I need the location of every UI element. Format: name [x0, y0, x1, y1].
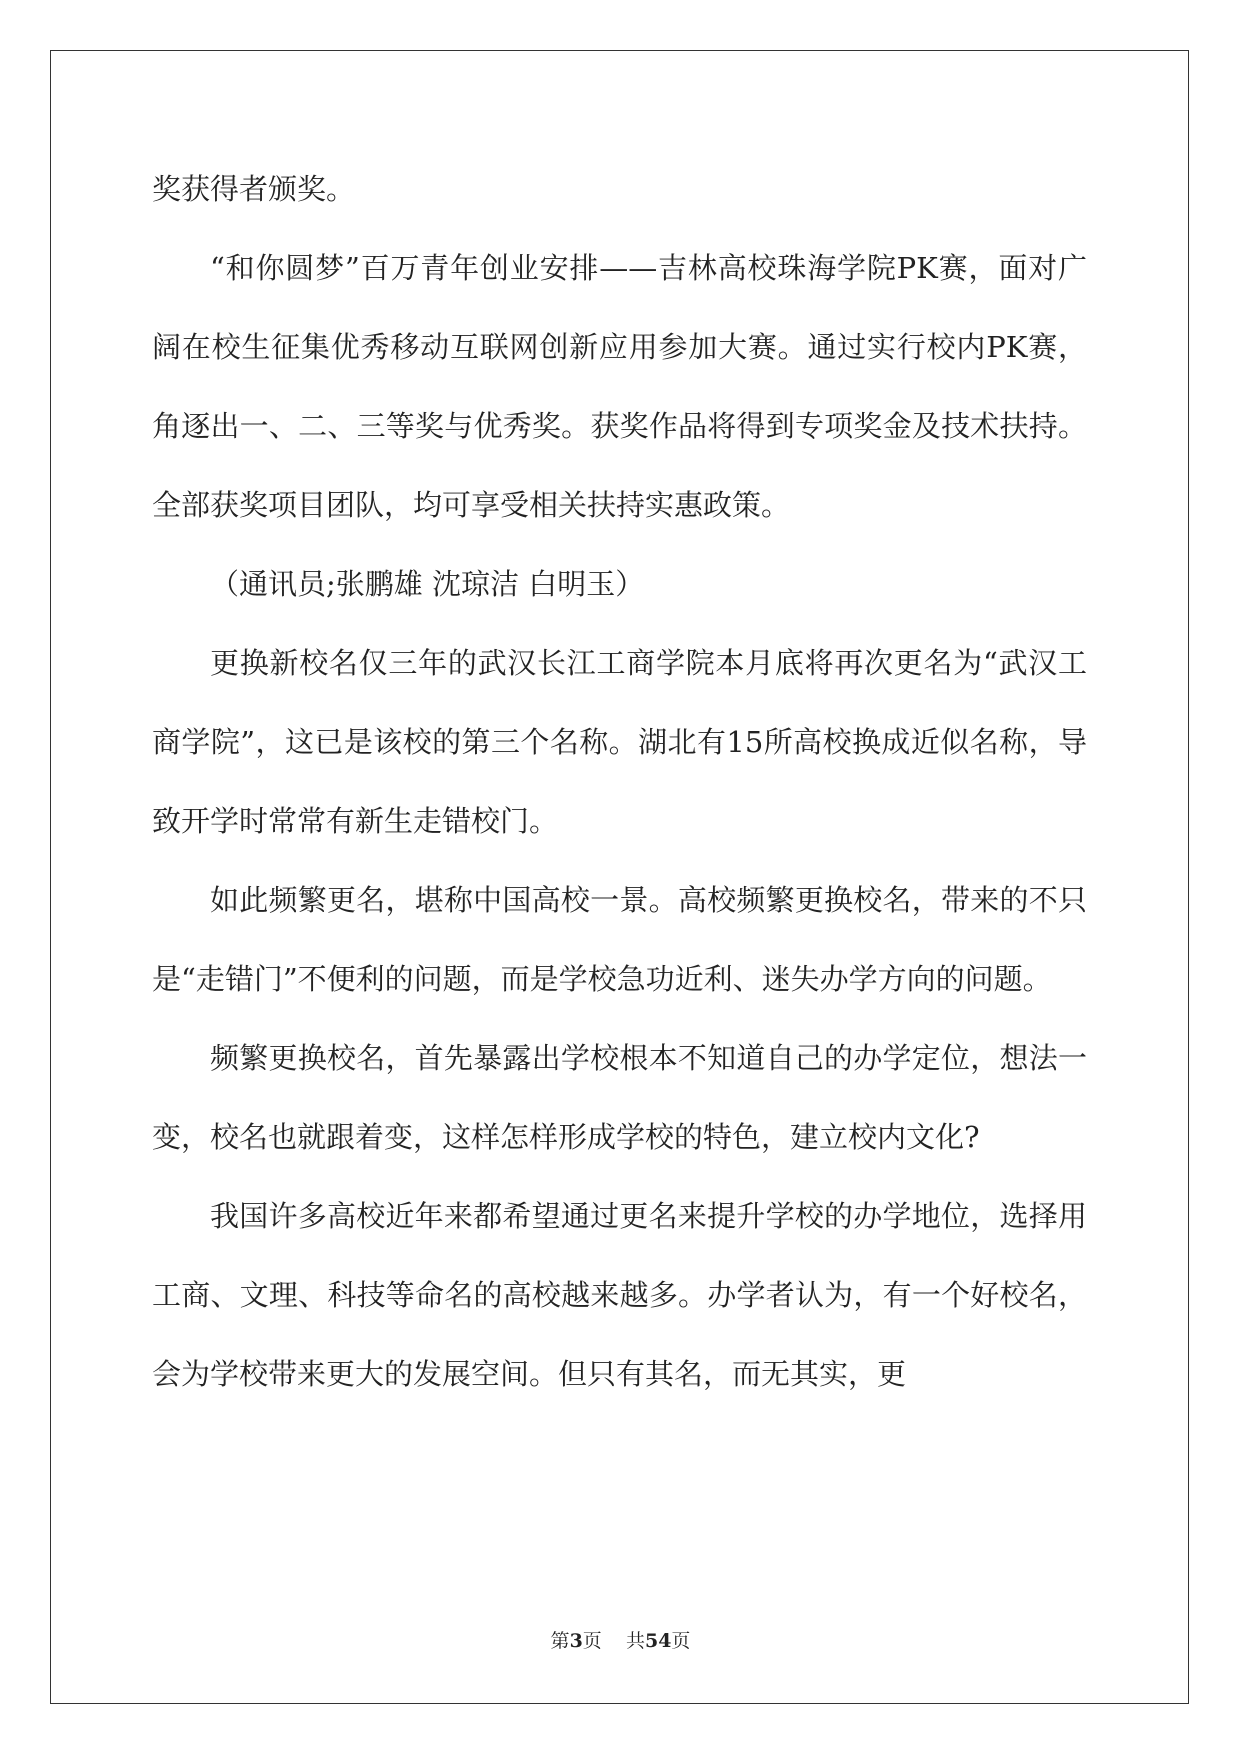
paragraph-2: “和你圆梦”百万青年创业安排——吉林高校珠海学院PK赛，面对广阔在校生征集优秀移动互联网创新应用参加大赛。通过实行校内PK赛，角逐出一、二、三等奖与优秀奖。获奖作品将得到专项奖金及技术扶持。全部获奖项目团队，均可享受相关扶持实惠政策。 [152, 251, 1087, 522]
page-current: 3 [569, 1630, 583, 1652]
paragraph-4: 更换新校名仅三年的武汉长江工商学院本月底将再次更名为“武汉工商学院”，这已是该校的第三个名称。湖北有15所高校换成近似名称，导致开学时常常有新生走错校门。 [152, 646, 1087, 838]
page-total: 54 [644, 1630, 672, 1652]
paragraph-1: 奖获得者颁奖。 [152, 172, 356, 206]
page-footer [0, 1626, 1241, 1653]
paragraph-6: 频繁更换校名，首先暴露出学校根本不知道自己的办学定位，想法一变，校名也就跟着变，这样怎样形成学校的特色，建立校内文化? [152, 1041, 1087, 1154]
paragraph-3: （通讯员;张鹏雄 沈琼洁 白明玉） [210, 567, 645, 601]
paragraph-5: 如此频繁更名，堪称中国高校一景。高校频繁更换校名，带来的不只是“走错门”不便利的问题，而是学校急功近利、迷失办学方向的问题。 [152, 883, 1087, 996]
page-suffix: 页 [671, 1630, 691, 1652]
document-body [152, 150, 1087, 1414]
page-mid: 页 共 [582, 1630, 645, 1652]
paragraph-7: 我国许多高校近年来都希望通过更名来提升学校的办学地位，选择用工商、文理、科技等命名的高校越来越多。办学者认为，有一个好校名，会为学校带来更大的发展空间。但只有其名，而无其实，更 [152, 1199, 1087, 1391]
page-prefix: 第 [550, 1630, 570, 1652]
